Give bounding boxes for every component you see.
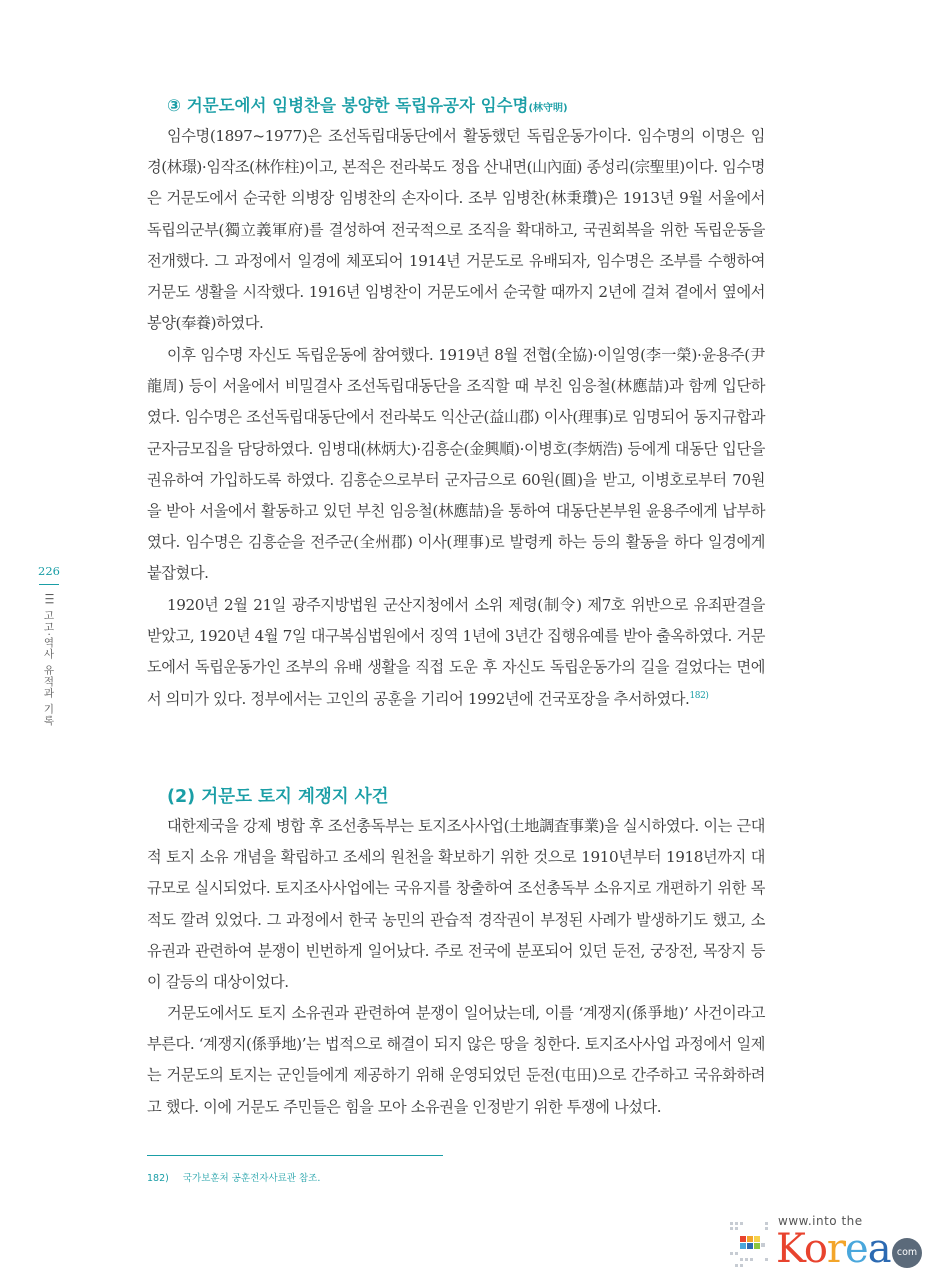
logo-letter-k: K (776, 1226, 804, 1272)
footnote-divider (147, 1155, 443, 1156)
subsection-heading (167, 92, 568, 116)
section-heading: (2) 거문도 토지 계쟁지 사건 (167, 787, 389, 807)
logo-dots-icon (730, 1220, 774, 1270)
paragraph-3 (147, 590, 765, 715)
logo-letter-r: r (826, 1226, 846, 1272)
footnote-text: 국가보훈처 공훈전자사료관 참조. (182, 1173, 321, 1184)
sidebar-rule (39, 584, 59, 585)
subsection-heading-hanja: (林守明) (528, 103, 568, 114)
footnote (147, 1170, 320, 1184)
sidebar-part-number: III (42, 593, 55, 606)
paragraph-5: 거문도에서도 토지 소유권과 관련하여 분쟁이 일어났는데, 이를 ‘계쟁지(係爭地)’ 사건이라고 부른다. ‘계쟁지(係爭地)’는 법적으로 해결이 되지 않은 땅을 칭한다. 토지조사사업 과정에서 일제는 거문도의 토지는 군인들에게 제공하기 위해 운영되었던 둔전(屯田)으로 간주하고 국유화하려고 했다. 이에 거문도 주민들은 힘을 모아 소유권을 인정받기 위한 투쟁에 나섰다. (147, 1004, 765, 1116)
subsection-heading-text: ③ 거문도에서 임병찬을 봉양한 독립유공자 임수명 (167, 96, 529, 115)
sidebar-section-title: 고고·역사 유적과 기록 (42, 609, 55, 727)
into-the-korea-logo (730, 1214, 926, 1274)
logo-wordmark (776, 1226, 902, 1272)
footnote-number: 182) (147, 1173, 169, 1184)
paragraph-2: 이후 임수명 자신도 독립운동에 참여했다. 1919년 8월 전협(全協)·이일영(李一榮)·윤용주(尹龍周) 등이 서울에서 비밀결사 조선독립대동단을 조직할 때 부친 임응철(林應喆)과 함께 입단하였다. 임수명은 조선독립대동단에서 전라북도 익산군(益山郡) 이사(理事)로 임명되어 동지규합과 군자금모집을 담당하였다. 임병대(林炳大)·김흥순(金興順)·이병호(李炳浩) 등에게 대동단 입단을 권유하여 가입하도록 하였다. 김흥순으로부터 군자금으로 60원(圓)을 받고, 이병호로부터 70원을 받아 서울에서 활동하고 있던 부친 임응철(林應喆)을 통하여 대동단본부원 윤용주에게 납부하였다. 임수명은 김흥순을 전주군(全州郡) 이사(理事)로 발령케 하는 등의 활동을 하다 일경에게 붙잡혔다. (147, 346, 765, 583)
sidebar-marker (36, 564, 62, 726)
sidebar-part (42, 593, 57, 726)
page-number: 226 (38, 564, 60, 578)
paragraph-1: 임수명(1897~1977)은 조선독립대동단에서 활동했던 독립운동가이다. 임수명의 이명은 임경(林璟)·임작조(林作柱)이고, 본적은 전라북도 정읍 산내면(山內面) 종성리(宗聖里)이다. 임수명은 거문도에서 순국한 의병장 임병찬의 손자이다. 조부 임병찬(林秉瓚)은 1913년 9월 서울에서 독립의군부(獨立義軍府)를 결성하여 전국적으로 조직을 확대하고, 국권회복을 위한 독립운동을 전개했다. 그 과정에서 일경에 체포되어 1914년 거문도로 유배되자, 임수명은 조부를 수행하여 거문도 생활을 시작했다. 1916년 임병찬이 거문도에서 순국할 때까지 2년에 걸쳐 곁에서 옆에서 봉양(奉養)하였다. (147, 127, 765, 333)
logo-tagline: www.into the (778, 1214, 863, 1228)
logo-letter-e: e (845, 1226, 868, 1272)
footnote-reference: 182) (689, 690, 709, 701)
logo-dotcom-badge: com (892, 1238, 922, 1268)
logo-letter-a: a (867, 1226, 891, 1272)
logo-letter-o: o (803, 1226, 827, 1272)
paragraph-4: 대한제국을 강제 병합 후 조선총독부는 토지조사사업(土地調査事業)을 실시하였다. 이는 근대적 토지 소유 개념을 확립하고 조세의 원천을 확보하기 위한 것으로 1910년부터 1918년까지 대규모로 실시되었다. 토지조사사업에는 국유지를 창출하여 조선총독부 소유지로 개편하기 위한 목적도 깔려 있었다. 그 과정에서 한국 농민의 관습적 경작권이 부정된 사례가 발생하기도 했고, 소유권과 관련하여 분쟁이 빈번하게 일어났다. 주로 전국에 분포되어 있던 둔전, 궁장전, 목장지 등이 갈등의 대상이었다. (147, 817, 765, 992)
paragraph-3-text: 1920년 2월 21일 광주지방법원 군산지청에서 소위 제령(制令) 제7호 위반으로 유죄판결을 받았고, 1920년 4월 7일 대구복심법원에서 징역 1년에 3년간 집행유예를 받아 출옥하였다. 거문도에서 독립운동가인 조부의 유배 생활을 직접 도운 후 자신도 독립운동가의 길을 걸었다는 면에서 의미가 있다. 정부에서는 고인의 공훈을 기리어 1992년에 건국포장을 추서하였다. (147, 596, 765, 708)
